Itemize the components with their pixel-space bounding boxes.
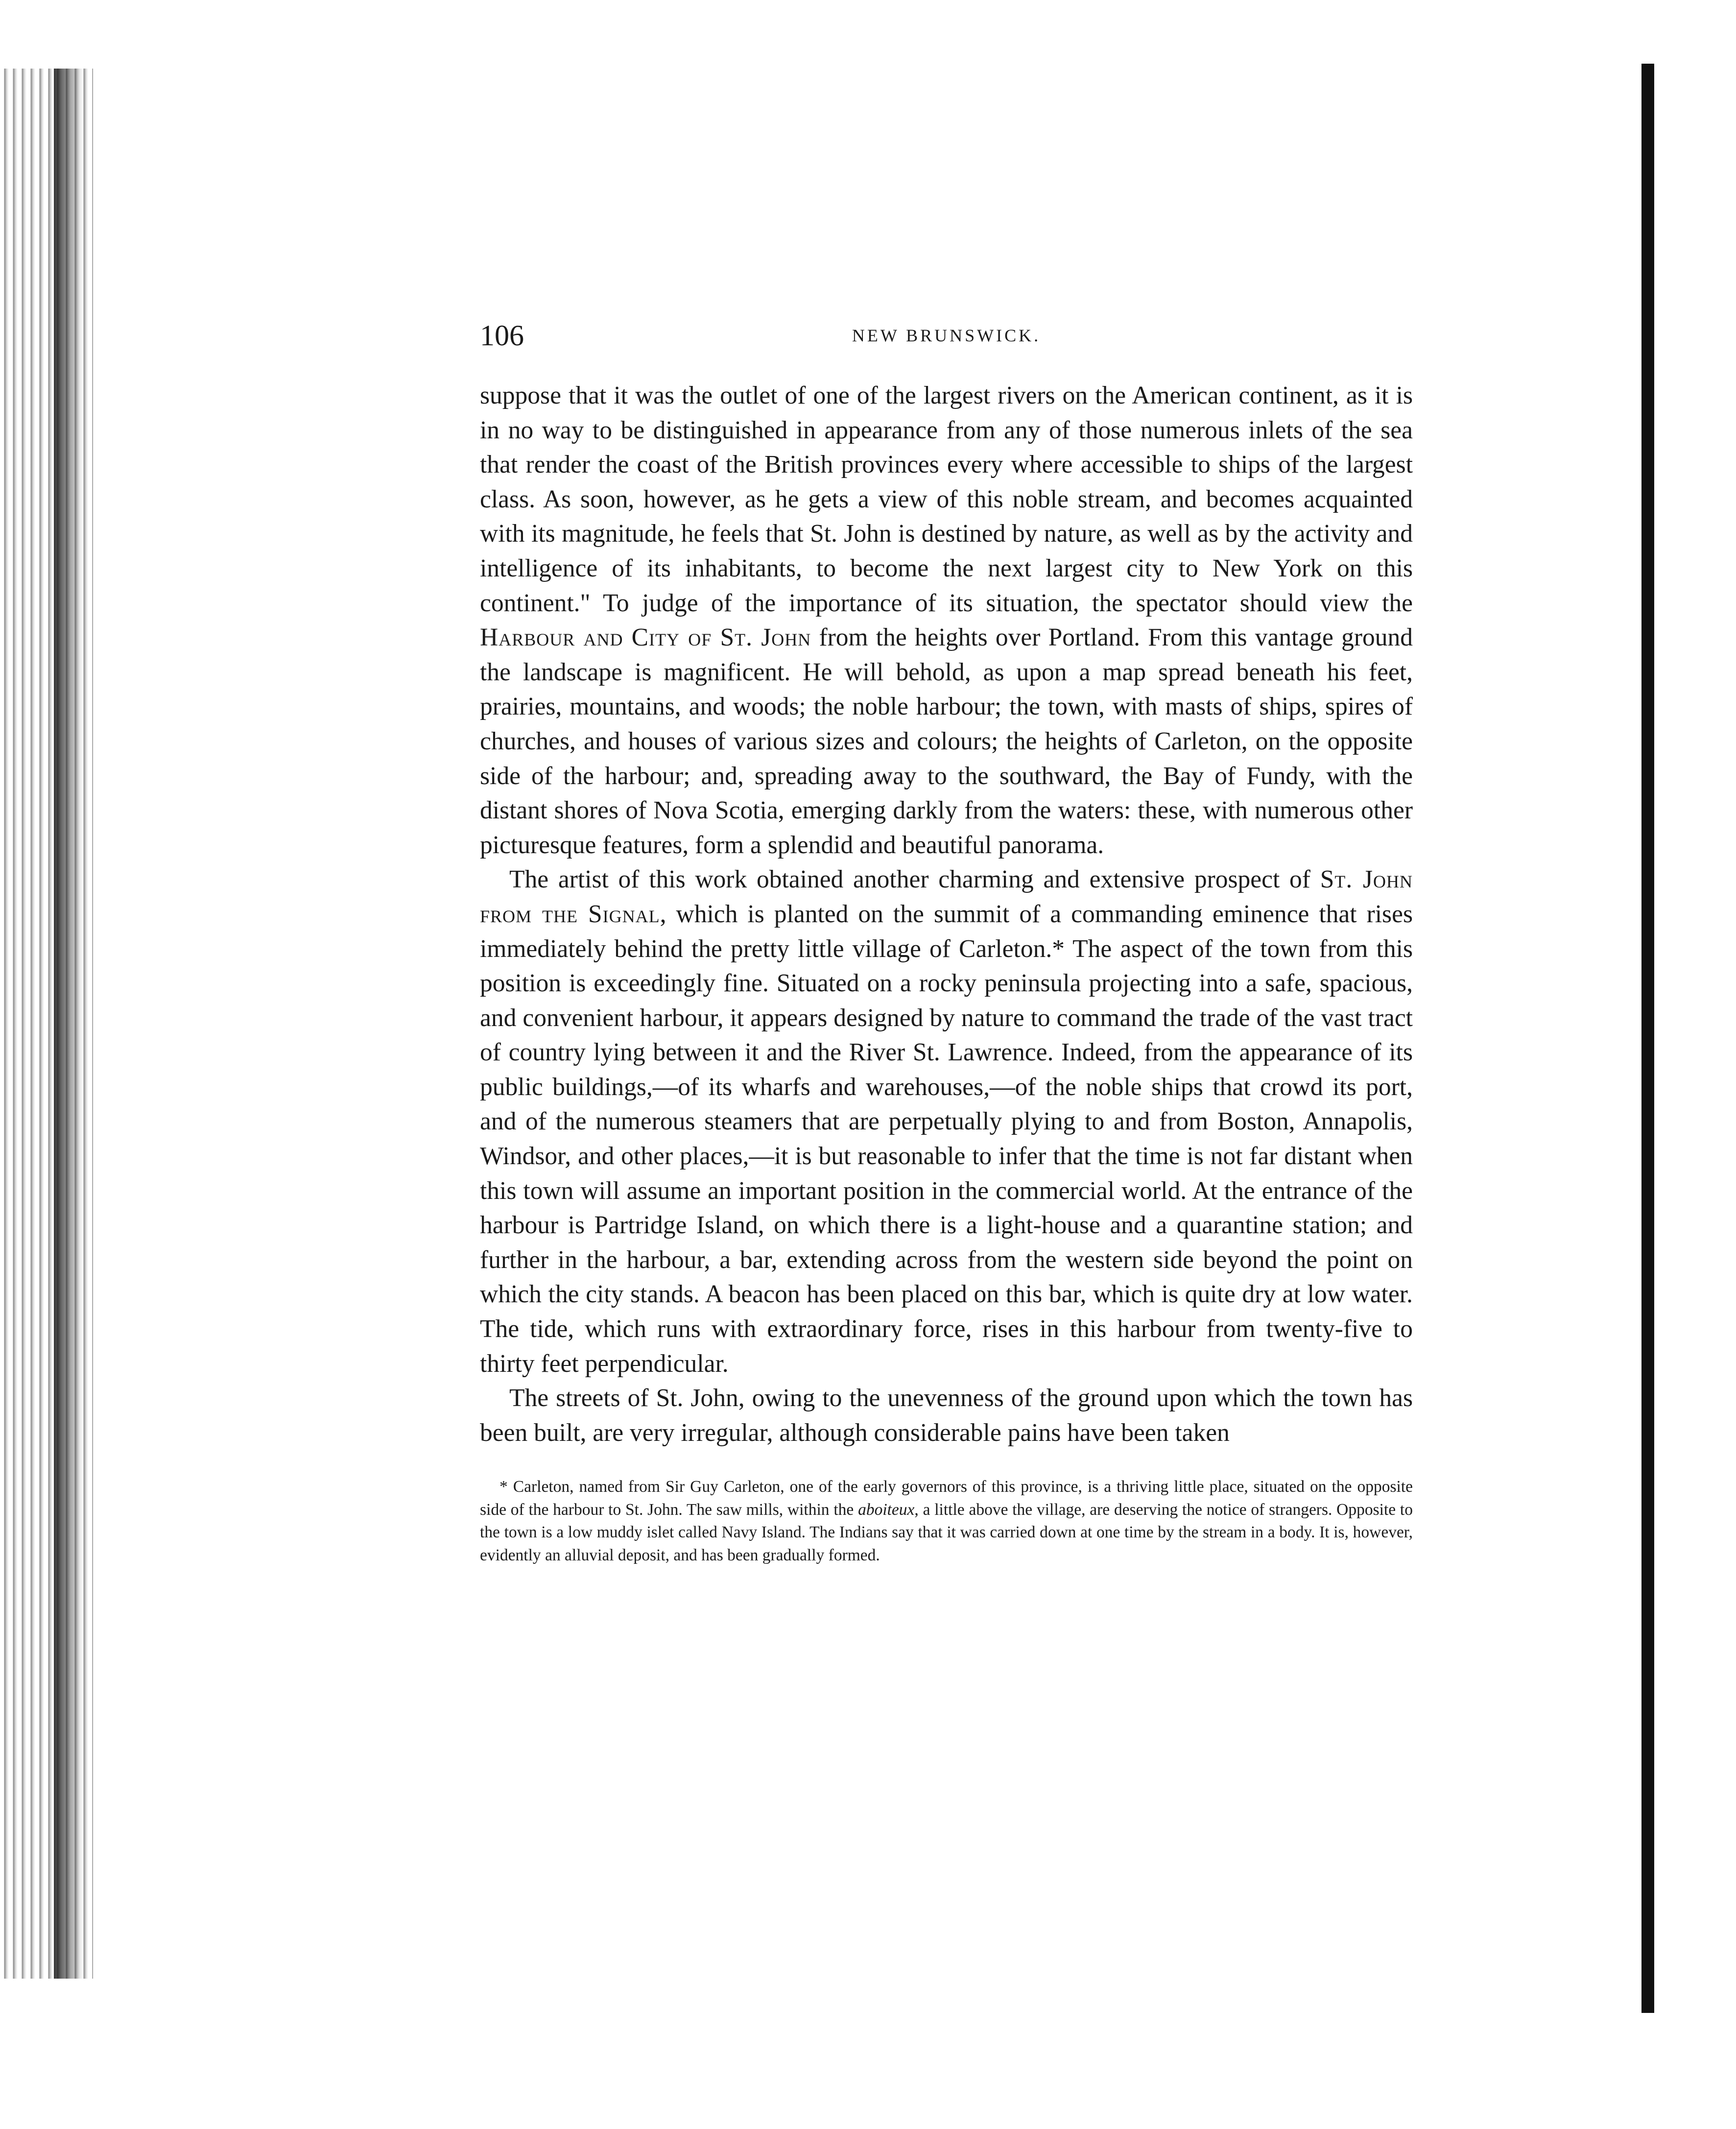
book-page — [480, 316, 1413, 1583]
paragraph-1-end: from the heights over Portland. From this vantage ground the landscape is magnificent. He will behold, as upon a map spread beneath his feet, prairies, mountains, and woods; the noble harbour; the town, with masts of ships, spires of churches, and houses of various sizes and colours; the heights of Carleton, on the opposite side of the harbour; and, spreading away to the southward, the Bay of Fundy, with the distant shores of Nova Scotia, emerging darkly from the waters: these, with numerous other picturesque features, form a splendid and beautiful panorama. — [480, 623, 1413, 859]
footnote-italic: aboiteux — [858, 1500, 915, 1519]
footnote — [480, 1476, 1413, 1567]
footnote-end: , a little above the village, are deserving the notice of strangers. Opposite to the town is a low muddy islet called Navy Island. The Indians say that it was carried down at one time by the stream in a body. It is, however, evidently an alluvial deposit, and has been gradually formed. — [480, 1500, 1413, 1564]
harbour-and-city-heading: Harbour and City of St. John — [480, 623, 811, 652]
paragraph-2-end: , which is planted on the summit of a commanding eminence that rises immediately behind the pretty little village of Carleton.* The aspect of the town from this position is exceedingly fine. Situated on a rocky peninsula projecting into a safe, spacious, and convenient harbour, it appears designed by nature to command the trade of the vast tract of country lying between it and the River St. Lawrence. Indeed, from the appearance of its public buildings,—of its wharfs and warehouses,—of the noble ships that crowd its port, and of the numerous steamers that are perpetually plying to and from Boston, Annapolis, Windsor, and other places,—it is but reasonable to infer that the time is not far distant when this town will assume an important position in the commercial world. At the entrance of the harbour is Partridge Island, on which there is a light-house and a quarantine station; and further in the harbour, a bar, extending across from the western side beyond the point on which the city stands. A beacon has been placed on this bar, which is quite dry at low water. The tide, which runs with extraordinary force, rises in this harbour from twenty-five to thirty feet perpendicular. — [480, 900, 1413, 1378]
paragraph-2 — [480, 862, 1413, 1381]
signal-view-heading: St. John from the Signal — [480, 865, 1413, 928]
body-text — [480, 379, 1413, 1450]
footnote-start: * Carleton, named from Sir Guy Carleton, one of the early governors of this province, is a thriving little place, situated on the opposite side of the harbour to St. John. The saw mills, within the — [480, 1478, 1413, 1519]
scan-right-bar — [1641, 64, 1654, 2013]
paragraph-3: The streets of St. John, owing to the unevenness of the ground upon which the town has been built, are very irregular, although considerable pains have been taken — [480, 1384, 1413, 1447]
running-head — [480, 316, 1413, 355]
running-title: NEW BRUNSWICK. — [852, 326, 1041, 345]
scan-left-edge — [0, 69, 93, 1979]
page-number: 106 — [480, 319, 524, 352]
paragraph-2-start: The artist of this work obtained another charming and extensive prospect of — [509, 865, 1320, 894]
paragraph-1 — [480, 379, 1413, 862]
paragraph-1-text: suppose that it was the outlet of one of the largest rivers on the American continent, as it is in no way to be distinguished in appearance from any of those numerous inlets of the sea that render the coast of the British provinces every where accessible to ships of the largest class. As soon, however, as he gets a view of this noble stream, and becomes acquainted with its magnitude, he feels that St. John is destined by nature, as well as by the activity and intelligence of its inhabitants, to become the next largest city to New York on this continent." To judge of the importance of its situation, the spectator should view the — [480, 382, 1413, 617]
